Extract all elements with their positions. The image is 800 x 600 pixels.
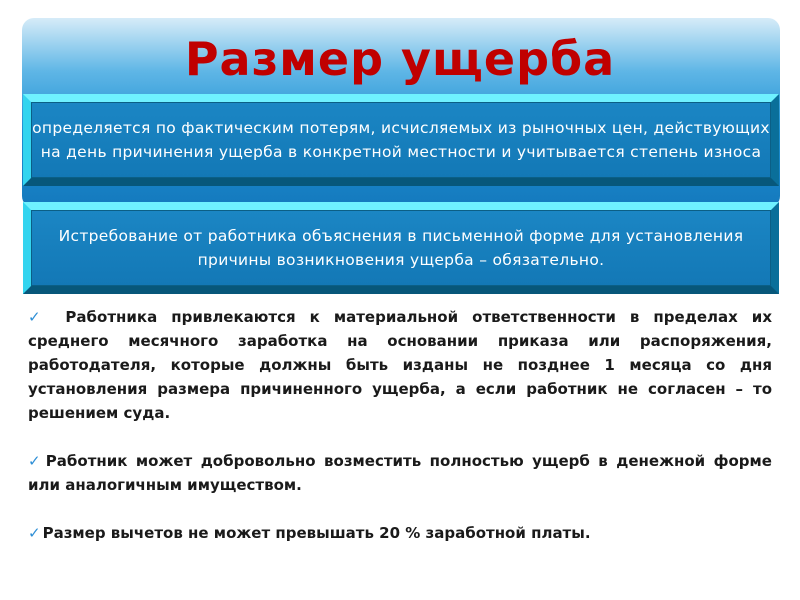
definition-box: [23, 94, 779, 186]
check-icon: ✓: [28, 452, 44, 470]
explanation-text: Истребование от работника объяснения в письменной форме для установления причины возникновения ущерба – обязательно.: [58, 227, 744, 269]
definition-text: определяется по фактическим потерям, исчисляемых из рыночных цен, действующих на день причинения ущерба в конкретной местности и учитывается степень износа: [32, 119, 770, 161]
page-title: Размер ущерба: [184, 32, 616, 86]
bullet-list: [28, 305, 772, 569]
bullet-text-2: Работник может добровольно возместить полностью ущерб в денежной форме или аналогичным имуществом.: [28, 452, 772, 494]
check-icon: ✓: [28, 308, 50, 326]
bullet-text-1: Работника привлекаются к материальной ответственности в пределах их среднего месячного заработка на основании приказа или распоряжения, работодателя, которые должны быть изданы не позднее 1 месяца со дня установления размера причиненного ущерба, а если работник не согласен – то решением суда.: [28, 308, 772, 422]
bullet-item-3: [28, 521, 772, 545]
check-icon: ✓: [28, 524, 41, 542]
bullet-item-2: [28, 449, 772, 497]
bullet-text-3: Размер вычетов не может превышать 20 % заработной платы.: [42, 524, 591, 542]
explanation-box: [23, 202, 779, 294]
bullet-item-1: [28, 305, 772, 425]
